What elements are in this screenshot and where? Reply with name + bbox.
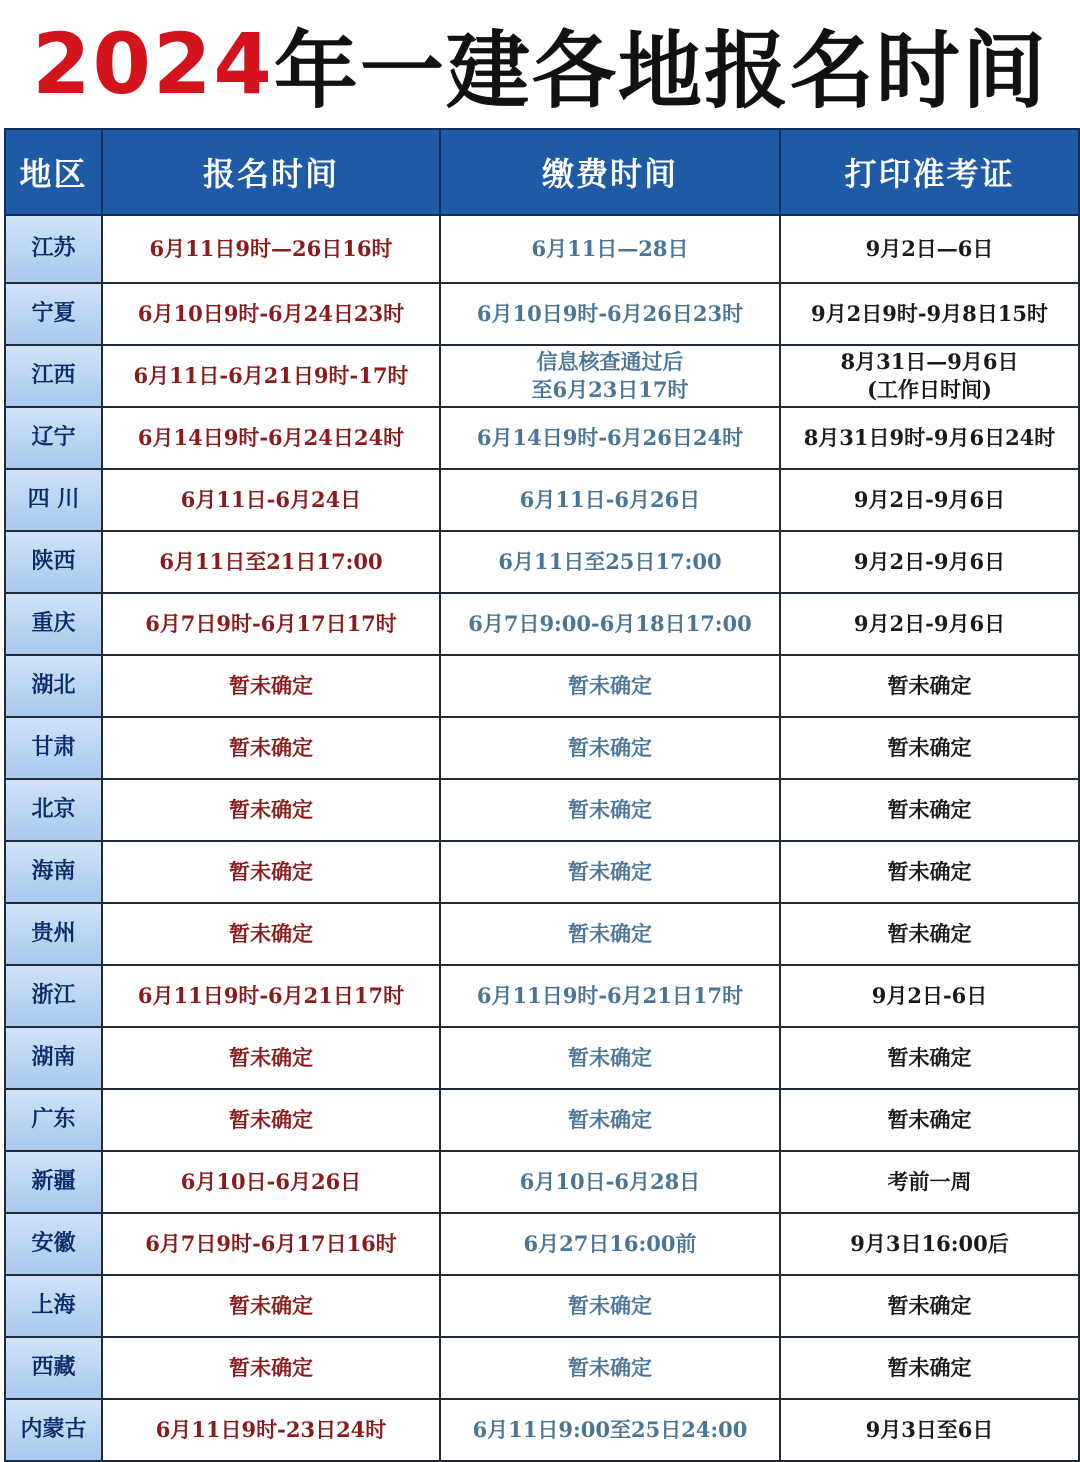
region-cell: 广东 bbox=[5, 1089, 102, 1151]
table-row bbox=[5, 1151, 1079, 1213]
region-cell: 浙江 bbox=[5, 965, 102, 1027]
register-time-cell: 暂未确定 bbox=[102, 1337, 440, 1399]
register-time-cell: 暂未确定 bbox=[102, 841, 440, 903]
registration-table bbox=[4, 128, 1080, 1462]
print-admission-cell: 暂未确定 bbox=[780, 655, 1079, 717]
region-cell: 上海 bbox=[5, 1275, 102, 1337]
payment-time-cell: 6月7日9:00-6月18日17:00 bbox=[440, 593, 780, 655]
register-time-cell: 6月7日9时-6月17日17时 bbox=[102, 593, 440, 655]
table-row bbox=[5, 283, 1079, 345]
payment-time-cell: 暂未确定 bbox=[440, 903, 780, 965]
header-row bbox=[5, 129, 1079, 215]
register-time-cell: 6月11日至21日17:00 bbox=[102, 531, 440, 593]
payment-time-cell: 6月11日9:00至25日24:00 bbox=[440, 1399, 780, 1461]
print-admission-cell: 暂未确定 bbox=[780, 841, 1079, 903]
table-row bbox=[5, 1027, 1079, 1089]
payment-time-cell: 6月11日—28日 bbox=[440, 215, 780, 283]
payment-time-cell: 暂未确定 bbox=[440, 655, 780, 717]
print-admission-cell: 9月3日16:00后 bbox=[780, 1213, 1079, 1275]
register-time-cell: 6月11日9时-23日24时 bbox=[102, 1399, 440, 1461]
region-cell: 江苏 bbox=[5, 215, 102, 283]
table-row bbox=[5, 345, 1079, 407]
table-row bbox=[5, 407, 1079, 469]
print-admission-cell: 9月2日-9月6日 bbox=[780, 469, 1079, 531]
region-cell: 湖南 bbox=[5, 1027, 102, 1089]
region-cell: 重庆 bbox=[5, 593, 102, 655]
register-time-cell: 6月10日-6月26日 bbox=[102, 1151, 440, 1213]
print-admission-cell: 暂未确定 bbox=[780, 903, 1079, 965]
register-time-cell: 6月14日9时-6月24日24时 bbox=[102, 407, 440, 469]
region-cell: 海南 bbox=[5, 841, 102, 903]
payment-time-cell: 暂未确定 bbox=[440, 1337, 780, 1399]
header-register-time: 报名时间 bbox=[102, 129, 440, 215]
payment-time-cell: 暂未确定 bbox=[440, 1089, 780, 1151]
region-cell: 四 川 bbox=[5, 469, 102, 531]
table-row bbox=[5, 593, 1079, 655]
table-row bbox=[5, 717, 1079, 779]
header-region: 地区 bbox=[5, 129, 102, 215]
payment-time-cell: 6月11日-6月26日 bbox=[440, 469, 780, 531]
region-cell: 贵州 bbox=[5, 903, 102, 965]
table-row bbox=[5, 1275, 1079, 1337]
register-time-cell: 6月11日9时-6月21日17时 bbox=[102, 965, 440, 1027]
table-row bbox=[5, 1399, 1079, 1461]
table-row bbox=[5, 469, 1079, 531]
print-admission-cell: 8月31日—9月6日 (工作日时间) bbox=[780, 345, 1079, 407]
table-row bbox=[5, 903, 1079, 965]
table-row bbox=[5, 779, 1079, 841]
print-admission-cell: 9月2日-9月6日 bbox=[780, 531, 1079, 593]
register-time-cell: 暂未确定 bbox=[102, 717, 440, 779]
page-title bbox=[0, 0, 1080, 128]
print-admission-cell: 暂未确定 bbox=[780, 717, 1079, 779]
payment-time-cell: 6月27日16:00前 bbox=[440, 1213, 780, 1275]
region-cell: 西藏 bbox=[5, 1337, 102, 1399]
register-time-cell: 6月11日-6月24日 bbox=[102, 469, 440, 531]
print-admission-cell: 暂未确定 bbox=[780, 1027, 1079, 1089]
print-admission-cell: 9月2日—6日 bbox=[780, 215, 1079, 283]
table-row bbox=[5, 841, 1079, 903]
print-admission-cell: 考前一周 bbox=[780, 1151, 1079, 1213]
register-time-cell: 暂未确定 bbox=[102, 1089, 440, 1151]
print-admission-cell: 9月2日-9月6日 bbox=[780, 593, 1079, 655]
payment-time-cell: 暂未确定 bbox=[440, 841, 780, 903]
payment-time-cell: 6月11日至25日17:00 bbox=[440, 531, 780, 593]
register-time-cell: 暂未确定 bbox=[102, 655, 440, 717]
region-cell: 辽宁 bbox=[5, 407, 102, 469]
print-admission-cell: 暂未确定 bbox=[780, 1089, 1079, 1151]
payment-time-cell: 6月10日9时-6月26日23时 bbox=[440, 283, 780, 345]
region-cell: 甘肃 bbox=[5, 717, 102, 779]
table-row bbox=[5, 215, 1079, 283]
register-time-cell: 暂未确定 bbox=[102, 779, 440, 841]
register-time-cell: 6月11日-6月21日9时-17时 bbox=[102, 345, 440, 407]
register-time-cell: 暂未确定 bbox=[102, 1275, 440, 1337]
region-cell: 内蒙古 bbox=[5, 1399, 102, 1461]
title-text: 年一建各地报名时间 bbox=[273, 21, 1048, 120]
print-admission-cell: 9月2日-6日 bbox=[780, 965, 1079, 1027]
region-cell: 北京 bbox=[5, 779, 102, 841]
payment-time-cell: 6月10日-6月28日 bbox=[440, 1151, 780, 1213]
print-admission-cell: 9月3日至6日 bbox=[780, 1399, 1079, 1461]
table-row bbox=[5, 1213, 1079, 1275]
table-row bbox=[5, 1089, 1079, 1151]
print-admission-cell: 8月31日9时-9月6日24时 bbox=[780, 407, 1079, 469]
payment-time-cell: 6月11日9时-6月21日17时 bbox=[440, 965, 780, 1027]
payment-time-cell: 暂未确定 bbox=[440, 779, 780, 841]
header-print-admission: 打印准考证 bbox=[780, 129, 1079, 215]
title-year: 2024 bbox=[32, 15, 274, 113]
register-time-cell: 暂未确定 bbox=[102, 1027, 440, 1089]
payment-time-cell: 暂未确定 bbox=[440, 1027, 780, 1089]
register-time-cell: 6月10日9时-6月24日23时 bbox=[102, 283, 440, 345]
region-cell: 新疆 bbox=[5, 1151, 102, 1213]
register-time-cell: 6月11日9时—26日16时 bbox=[102, 215, 440, 283]
region-cell: 安徽 bbox=[5, 1213, 102, 1275]
header-payment-time: 缴费时间 bbox=[440, 129, 780, 215]
table-row bbox=[5, 655, 1079, 717]
print-admission-cell: 9月2日9时-9月8日15时 bbox=[780, 283, 1079, 345]
region-cell: 湖北 bbox=[5, 655, 102, 717]
print-admission-cell: 暂未确定 bbox=[780, 1337, 1079, 1399]
region-cell: 陕西 bbox=[5, 531, 102, 593]
register-time-cell: 暂未确定 bbox=[102, 903, 440, 965]
region-cell: 江西 bbox=[5, 345, 102, 407]
print-admission-cell: 暂未确定 bbox=[780, 1275, 1079, 1337]
payment-time-cell: 暂未确定 bbox=[440, 717, 780, 779]
table-row bbox=[5, 531, 1079, 593]
table-row bbox=[5, 1337, 1079, 1399]
table-body bbox=[5, 215, 1079, 1461]
print-admission-cell: 暂未确定 bbox=[780, 779, 1079, 841]
region-cell: 宁夏 bbox=[5, 283, 102, 345]
payment-time-cell: 6月14日9时-6月26日24时 bbox=[440, 407, 780, 469]
register-time-cell: 6月7日9时-6月17日16时 bbox=[102, 1213, 440, 1275]
payment-time-cell: 信息核查通过后 至6月23日17时 bbox=[440, 345, 780, 407]
payment-time-cell: 暂未确定 bbox=[440, 1275, 780, 1337]
table-row bbox=[5, 965, 1079, 1027]
